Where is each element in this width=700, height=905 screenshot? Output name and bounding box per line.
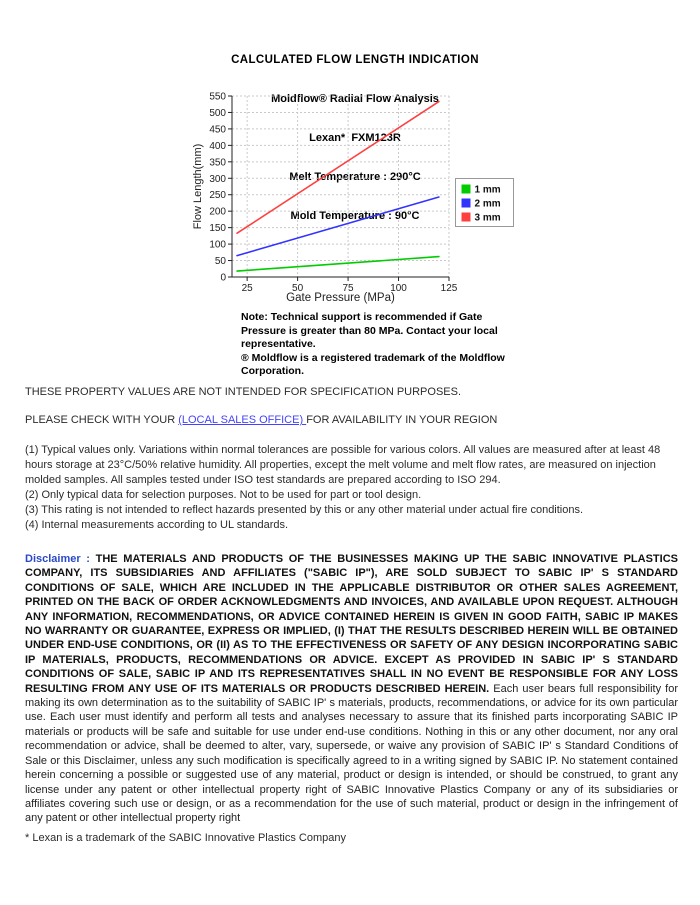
- legend-swatch-2mm: [462, 199, 471, 208]
- legend-swatch-1mm: [462, 185, 471, 194]
- x-tick-label: 50: [292, 283, 304, 294]
- local-sales-office-link[interactable]: (LOCAL SALES OFFICE): [178, 414, 307, 426]
- legend-label-2mm: 2 mm: [474, 198, 501, 210]
- x-tick-label: 100: [390, 283, 407, 294]
- series-line-1mm: [237, 257, 439, 271]
- y-tick-label: 250: [209, 190, 226, 202]
- series-line-2mm: [237, 197, 439, 256]
- spec-statement: THESE PROPERTY VALUES ARE NOT INTENDED FOR SPECIFICATION PURPOSES.: [25, 386, 462, 398]
- disclaimer-label: Disclaimer :: [25, 553, 90, 565]
- y-tick-label: 350: [209, 157, 226, 169]
- y-tick-label: 0: [220, 272, 226, 284]
- x-axis-title: Gate Pressure (MPa): [286, 292, 395, 304]
- y-tick-label: 450: [209, 124, 226, 136]
- region-statement: [25, 414, 680, 426]
- footnote-2: (2) Only typical data for selection purposes. Not to be used for part or tool design.: [25, 489, 422, 501]
- disclaimer-bold-text: THE MATERIALS AND PRODUCTS OF THE BUSINESSES MAKING UP THE SABIC INNOVATIVE PLASTICS COMPANY, ITS SUBSIDIARIES AND AFFILIATES ("SABIC IP"), ARE SOLD SUBJECT TO SABIC IP' S STANDARD CONDITIONS OF SALE, WHICH ARE INCLUDED IN THE APPLICABLE DISTRIBUTOR OR OTHER SALES AGREEMENT, PRINTED ON THE BACK OF ORDER ACKNOWLEDGMENTS AND INVOICES, AND AVAILABLE UPON REQUEST. ALTHOUGH ANY INFORMATION, RECOMMENDATIONS, OR ADVICE CONTAINED HEREIN IS GIVEN IN GOOD FAITH, SABIC IP MAKES NO WARRANTY OR GUARANTEE, EXPRESS OR IMPLIED, (I) THAT THE RESULTS DESCRIBED HEREIN WILL BE OBTAINED UNDER END-USE CONDITIONS, OR (II) AS TO THE EFFECTIVENESS OR SAFETY OF ANY DESIGN INCORPORATING SABIC IP MATERIALS, PRODUCTS, RECOMMENDATIONS OR ADVICE. EXCEPT AS PROVIDED IN SABIC IP' S STANDARD CONDITIONS OF SALE, SABIC IP AND ITS REPRESENTATIVES SHALL IN NO EVENT BE RESPONSIBLE FOR ANY LOSS RESULTING FROM ANY USE OF ITS MATERIALS OR PRODUCTS DESCRIBED HEREIN.: [25, 553, 678, 695]
- legend-label-3mm: 3 mm: [474, 212, 501, 224]
- footnotes-block: [25, 443, 680, 533]
- chart-subtitle-mold-temp: Mold Temperature : 90°C: [290, 210, 420, 222]
- y-tick-label: 50: [214, 256, 226, 268]
- legend-label-1mm: 1 mm: [474, 184, 501, 196]
- legend-swatch-3mm: [462, 213, 471, 222]
- y-tick-label: 400: [209, 140, 226, 152]
- y-tick-label: 550: [209, 91, 226, 103]
- trademark-note: * Lexan is a trademark of the SABIC Innovative Plastics Company: [25, 832, 346, 844]
- y-tick-label: 300: [209, 173, 226, 185]
- footnote-4: (4) Internal measurements according to UL standards.: [25, 519, 289, 531]
- region-suffix: FOR AVAILABILITY IN YOUR REGION: [306, 414, 498, 426]
- footnote-1: (1) Typical values only. Variations within normal tolerances are possible for various colors. All values are measured after at least 48 hours storage at 23°C/50% relative humidity. All properties, except the melt volume and melt flow rates, are measured on injection molded samples. All samples tested under ISO test standards are prepared according to ISO 294.: [25, 444, 661, 486]
- chart-note-line: Corporation.: [241, 365, 304, 377]
- chart-note-line: Pressure is greater than 80 MPa. Contact your local: [241, 324, 498, 337]
- y-tick-label: 100: [209, 239, 226, 251]
- chart-note-line: ® Moldflow is a registered trademark of the Moldflow: [241, 351, 505, 364]
- chart-subtitle-analysis: Moldflow® Radial Flow Analysis: [271, 93, 439, 105]
- chart-title: CALCULATED FLOW LENGTH INDICATION: [231, 54, 479, 66]
- region-prefix: PLEASE CHECK WITH YOUR: [25, 414, 179, 426]
- flow-length-chart: [190, 86, 520, 310]
- y-tick-label: 200: [209, 206, 226, 218]
- footnote-3: (3) This rating is not intended to reflect hazards presented by this or any other material under actual fire conditions.: [25, 504, 584, 516]
- chart-note-line: Note: Technical support is recommended if Gate: [241, 311, 483, 323]
- y-tick-label: 500: [209, 107, 226, 119]
- x-tick-label: 125: [440, 283, 458, 294]
- series-line-3mm: [237, 102, 439, 234]
- x-tick-label: 25: [241, 283, 253, 294]
- chart-subtitle-melt-temp: Melt Temperature : 290°C: [289, 171, 421, 183]
- y-tick-label: 150: [209, 223, 226, 235]
- chart-note-line: representative.: [241, 338, 316, 350]
- disclaimer-body-text: Each user bears full responsibility for making its own determination as to the suitability of SABIC IP' s materials, products, recommendations, or advice for its own particular use. Each user must identify and perform all tests and analyses necessary to assure that its finished parts incorporating SABIC IP materials or products will be safe and suitable for use under end-use conditions. Nothing in this or any other document, nor any oral recommendation or advice, shall be deemed to alter, vary, supersede, or waive any provision of SABIC IP' s Standard Conditions of Sale or this Disclaimer, unless any such modification is specifically agreed to in a writing signed by SABIC IP. No statement contained herein concerning a possible or suggested use of any material, product or design is intended, or should be construed, to grant any license under any patent or other intellectual property right of SABIC Innovative Plastics Company or any of its subsidiaries or affiliates covering such use or design, or as a recommendation for the use of such material, product or design in the infringement of any patent or other intellectual property right: [25, 682, 678, 825]
- chart-subtitle-material: Lexan* FXM123R: [309, 132, 401, 144]
- x-tick-label: 75: [342, 283, 354, 294]
- chart-note: [241, 311, 505, 379]
- disclaimer-paragraph: [25, 552, 678, 826]
- y-axis-title: Flow Length(mm): [192, 143, 204, 230]
